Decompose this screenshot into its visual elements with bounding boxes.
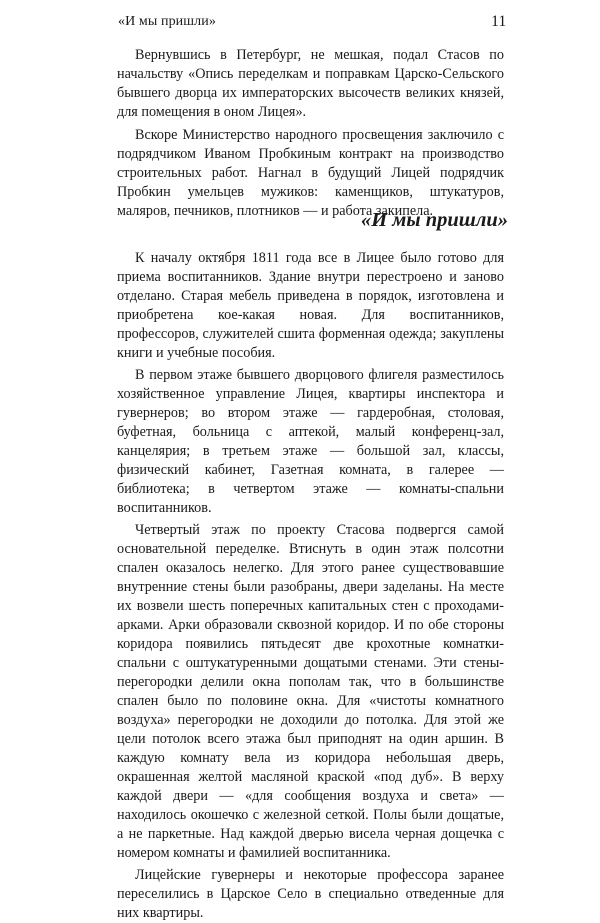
intro-text (117, 46, 504, 221)
paragraph: В первом этаже бывшего дворцового флигеля разместилось хозяйственное управление Лицея, квартиры инспектора и гувернеров; во втором этаже — гардеробная, столовая, буфетная, больница с аптекой, малый конференц-зал, канцелярия; в третьем этаже — большой зал, классы, физический кабинет, Газетная комната, в галерее — библиотека; в четвертом этаже — комнаты-спальни воспитанников. (117, 367, 504, 516)
section-heading: «И мы пришли» (360, 209, 508, 231)
paragraph: Лицейские гувернеры и некоторые профессора заранее переселились в Царское Село в специально отведенные для них квартиры. (117, 867, 504, 921)
paragraph: Четвертый этаж по проекту Стасова подвергся самой основательной переделке. Втиснуть в один этаж полсотни спален оказалось нелегко. Для этого ранее существовавшие внутренние стены были разобраны, двери заделаны. На месте их возвели шесть поперечных капитальных стен с проходами-арками. Арки образовали сквозной коридор. И по обе стороны коридора появились пятьдесят две крохотные комнатки-спальни с оштукатуренными дощатыми стенами. Эти стены-перегородки делили окна пополам так, что в большинстве спален было по половине окна. Для «чистоты комнатного воздуха» перегородки не доходили до потолка. Для этой же цели потолок всего этажа был приподнят на один аршин. В каждую комнату вела из коридора небольшая дверь, окрашенная желтой масляной краской «под дуб». В верху каждой двери — «для сообщения воздуха и света» — находилось окошечко с железной сеткой. Полы были дощатые, а не паркетные. Над каждой дверью висела черная дощечка с номером комнаты и фамилией воспитанника. (117, 522, 504, 861)
section-body (117, 249, 504, 923)
running-head: «И мы пришли» (118, 14, 216, 29)
paragraph: Вернувшись в Петербург, не мешкая, подал Стасов по начальству «Опись переделкам и поправкам Царско-Сельского бывшего дворца их императорских высочеств великих князей, для помещения в оном Лицея». (117, 47, 504, 120)
paragraph: Вскоре Министерство народного просвещения заключило с подрядчиком Иваном Пробкиным контракт на производство строительных работ. Нагнал в будущий Лицей подрядчик Пробкин умельцев мужиков: каменщиков, штукатуров, маляров, печников, плотников — и работа закипела. (117, 127, 504, 219)
page-number: 11 (491, 13, 507, 30)
paragraph: К началу октября 1811 года все в Лицее было готово для приема воспитанников. Здание внутри перестроено и заново отделано. Старая мебель приведена в порядок, изготовлена и приобретена кое-какая новая. Для воспитанников, профессоров, служителей сшита форменная одежда; закуплены книги и учебные пособия. (117, 250, 504, 361)
